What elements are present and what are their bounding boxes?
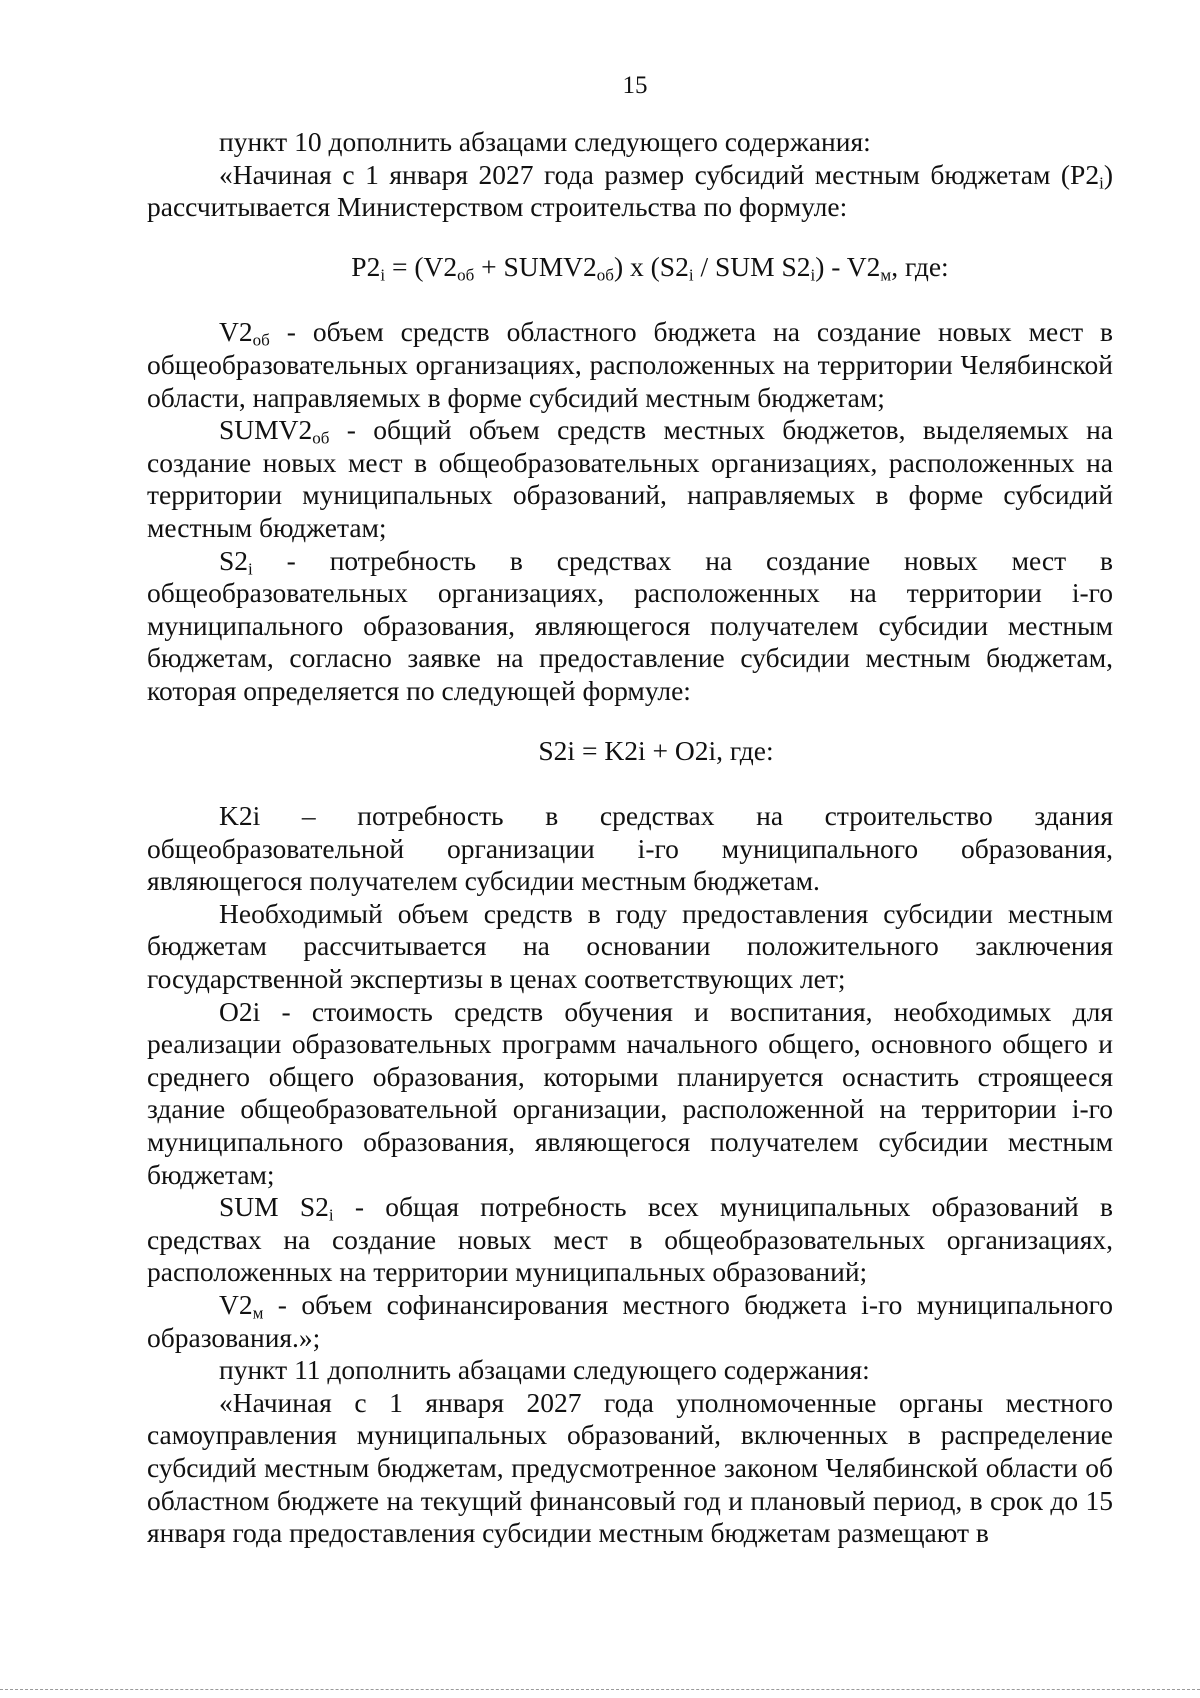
paragraph-required-funds: Необходимый объем средств в году предоставления субсидии местным бюджетам рассчитывается на основании положительного заключения государственной экспертизы в ценах соответствующих лет; bbox=[147, 897, 1113, 995]
definition-v2-m: $V2_м$ - объем софинансирования местного бюджета i-го муниципального образования.»; bbox=[147, 1289, 1113, 1353]
paragraph-local-authorities: «Начиная с 1 января 2027 года уполномоченные органы местного самоуправления муниципальных образований, включенных в распределение субсидий местным бюджетам, предусмотренное законом Челябинской области об областном бюджете на текущий финансовый год и плановый период, в срок до 15 января года предоставления субсидии местным бюджетам размещают в bbox=[147, 1386, 1113, 1549]
page-number: 15 bbox=[622, 72, 648, 99]
formula-p2i: $P2_i = (V2_{об}$ + $SUMV2_{об}$) x ($S2_i$ / SUM $S2_i) - V2_м$, где: bbox=[351, 250, 949, 285]
paragraph-amend-item-11: пункт 11 дополнить абзацами следующего содержания: bbox=[219, 1354, 870, 1386]
definition-v2-ob: $V2_{об}$ - объем средств областного бюджета на создание новых мест в общеобразовательных организациях, расположенных на территории Челябинской области, направляемых в форме субсидий местным бюджетам; bbox=[147, 316, 1113, 413]
scan-bottom-edge bbox=[0, 1689, 1200, 1690]
definition-s2i: $S2_i$ - потребность в средствах на создание новых мест в общеобразовательных организациях, расположенных на территории i-го муниципального образования, являющегося получателем субсидии местным бюджетам, согласно заявке на предоставление субсидии местным бюджетам, которая определяется по следующей формуле: bbox=[147, 544, 1113, 706]
paragraph-subsidy-size-intro: «Начиная с 1 января 2027 года размер субсидий местным бюджетам $(P2_i)$ рассчитывается Министерством строительства по формуле: bbox=[147, 158, 1113, 223]
document-body bbox=[147, 126, 1113, 1550]
definition-sumv2-ob: $SUMV2_{об}$ - общий объем средств местных бюджетов, выделяемых на создание новых мест в общеобразовательных организациях, расположенных на территории муниципальных образований, направляемых в форме субсидий местным бюджетам; bbox=[147, 414, 1113, 543]
definition-o2i: O2i - стоимость средств обучения и воспитания, необходимых для реализации образовательных программ начального общего, основного общего и среднего общего образования, которыми планируется оснастить строящееся здание общеобразовательной организации, расположенной на территории i-го муниципального образования, являющегося получателем субсидии местным бюджетам; bbox=[147, 995, 1113, 1190]
formula-s2i: S2i = K2i + O2i, где: bbox=[538, 734, 774, 766]
paragraph-amend-item-10: пункт 10 дополнить абзацами следующего содержания: bbox=[219, 126, 871, 157]
definition-k2i: K2i – потребность в средствах на строительство здания общеобразовательной организации i-го муниципального образования, являющегося получателем субсидии местным бюджетам. bbox=[147, 800, 1113, 897]
definition-sum-s2i: SUM $S2_i$ - общая потребность всех муниципальных образований в средствах на создание новых мест в общеобразовательных организациях, расположенных на территории муниципальных образований; bbox=[147, 1191, 1113, 1288]
